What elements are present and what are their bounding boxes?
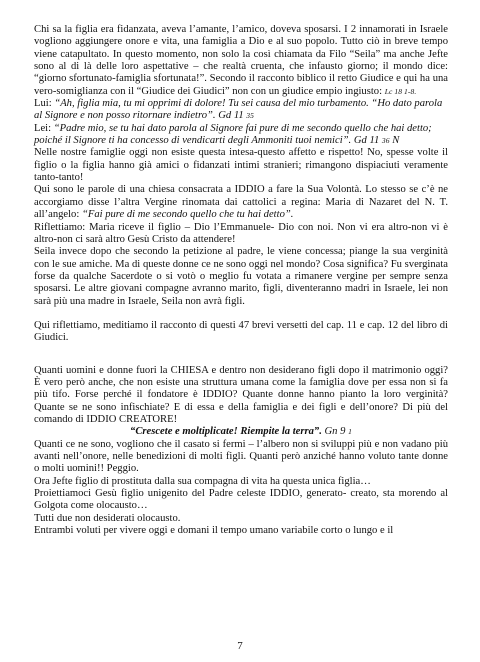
paragraph-11: Quanti ce ne sono, vogliono che il casato si fermi – l’albero non si sviluppi più e non vadano più avanti nell’onore, nelle benedizioni di molti figli. Quanti però anziché hanno voluto tante donne o molti uomini!! Peggio.	[34, 438, 448, 475]
source-verse: 1	[348, 427, 352, 437]
paragraph-4: Nelle nostre famiglie oggi non esiste questa intesa-questo affetto e rispetto! No, spesse volte il figlio o la figlia hanno già amici o fidanzati intimi stranieri; rimangono dispiaciuti veramente tanto-tanto!	[34, 147, 448, 184]
quote-text: “Fai pure di me secondo quello che tu hai detto”.	[81, 209, 294, 221]
quote-text: “Crescete e moltiplicate! Riempite la terra”.	[130, 426, 322, 438]
scripture-quote-line	[34, 426, 448, 438]
paragraph-12: Ora Jefte figlio di prostituta dalla sua compagna di vita ha questa unica figlia…	[34, 475, 371, 487]
source-verse: 35	[246, 111, 254, 121]
quote-text: “Ah, figlia mia, tu mi opprimi di dolore! Tu sei causa del mio turbamento. “Ho dato parola al Signore e non posso ritornare indietro”.	[34, 98, 443, 122]
paragraph-5	[34, 184, 448, 221]
source-reference: Gd 11	[353, 135, 380, 147]
page-number: 7	[237, 640, 243, 652]
paragraph-9: Quanti uomini e donne fuori la CHIESA e dentro non desiderano figli dopo il matrimonio oggi? È vero però anche, che non esiste una struttura umana come la famiglia dove per essa non si fa più tifo. Forse perché il fondatore è IDDIO? Quante donne hanno pianto la loro verginità? Quante se ne sono infischiate? E di essa e della famiglia e dei figli e dell’onore? Di più del comando di IDDIO CREATORE!	[34, 364, 448, 425]
paragraph-7: Seila invece dopo che secondo la petizione al padre, le viene concessa; piange la sua verginità con le sue amiche. Ma di queste donne ce ne sono oggi nel mondo? Cosa significa? Fu sverginata forse da qualche Sacerdote o si votò o meglio fu votata a rimanere vergine per sempre senza sposarsi. Le altre giovani compagne avranno marito, figli, diventeranno madri in Israele, lei non sarà più una madre in Israele, Seila non avrà figli.	[34, 246, 448, 307]
paragraph-6: Riflettiamo: Maria riceve il figlio – Dio l’Emmanuele- Dio con noi. Non vi era altro-non vi è altro-non ci sarà altro Gesù Cristo da attendere!	[34, 221, 448, 245]
paragraph-2	[34, 98, 448, 123]
paragraph-13: Proiettiamoci Gesù figlio unigenito del Padre celeste IDDIO, generato- creato, sta morendo al Golgota come olocausto…	[34, 488, 448, 512]
spacer	[34, 308, 448, 320]
speaker-label: Lui:	[34, 98, 55, 110]
paragraph-14: Tutti due non desiderati olocausto.	[34, 512, 181, 524]
source-reference: Gd 11	[218, 110, 244, 122]
document-page	[34, 24, 448, 537]
paragraph-3	[34, 123, 448, 148]
spacer	[34, 345, 448, 365]
source-note: N	[392, 135, 400, 147]
source-reference: Lc 18 1-8.	[384, 86, 417, 96]
paragraph-1	[34, 24, 448, 98]
speaker-label: Lei:	[34, 122, 54, 134]
paragraph-8: Qui riflettiamo, meditiamo il racconto di questi 47 brevi versetti del cap. 11 e cap. 12 del libro di Giudici.	[34, 319, 448, 344]
source-verse: 36	[381, 136, 390, 146]
paragraph-5-text: Qui sono le parole di una chiesa consacrata a IDDIO a fare la Sua Volontà. Lo stesso se c’è ne accorgiamo disse l’altra Vergine rinomata dai cattolici a regina: Maria di Nazaret del N. T. all’angelo:	[34, 184, 448, 221]
paragraph-15: Entrambi voluti per vivere oggi e domani il tempo umano variabile corto o lungo e il	[34, 525, 394, 537]
paragraph-1-text: Chi sa la figlia era fidanzata, aveva l’amante, l’amico, doveva sposarsi. I 2 innamorati in Israele vogliono aggiungere onore e vita, una famiglia a Dio e al suo popolo. Tutto ciò in breve tempo viene catapultato. In questo momento, non solo la così chiamata da Filo “Seila” ma anche Jefte sono al di là delle loro aspettative – che realtà cruenta, che infausto giorno; il mondo dice: “giorno sfortunato-famiglia sfortunata!”. Secondo il racconto biblico il retto Giudice e qui ha una vero-somiglianza con il “Giudice dei Giudici” non con un giudice empio ingiusto:	[34, 24, 448, 97]
quote-text: “Padre mio, se tu hai dato parola al Signore fai pure di me secondo quello che hai detto; poiché il Signore ti ha concesso di vendicarti degli Ammoniti tuoi nemici”.	[34, 122, 432, 147]
source-reference: Gn 9	[324, 426, 346, 438]
